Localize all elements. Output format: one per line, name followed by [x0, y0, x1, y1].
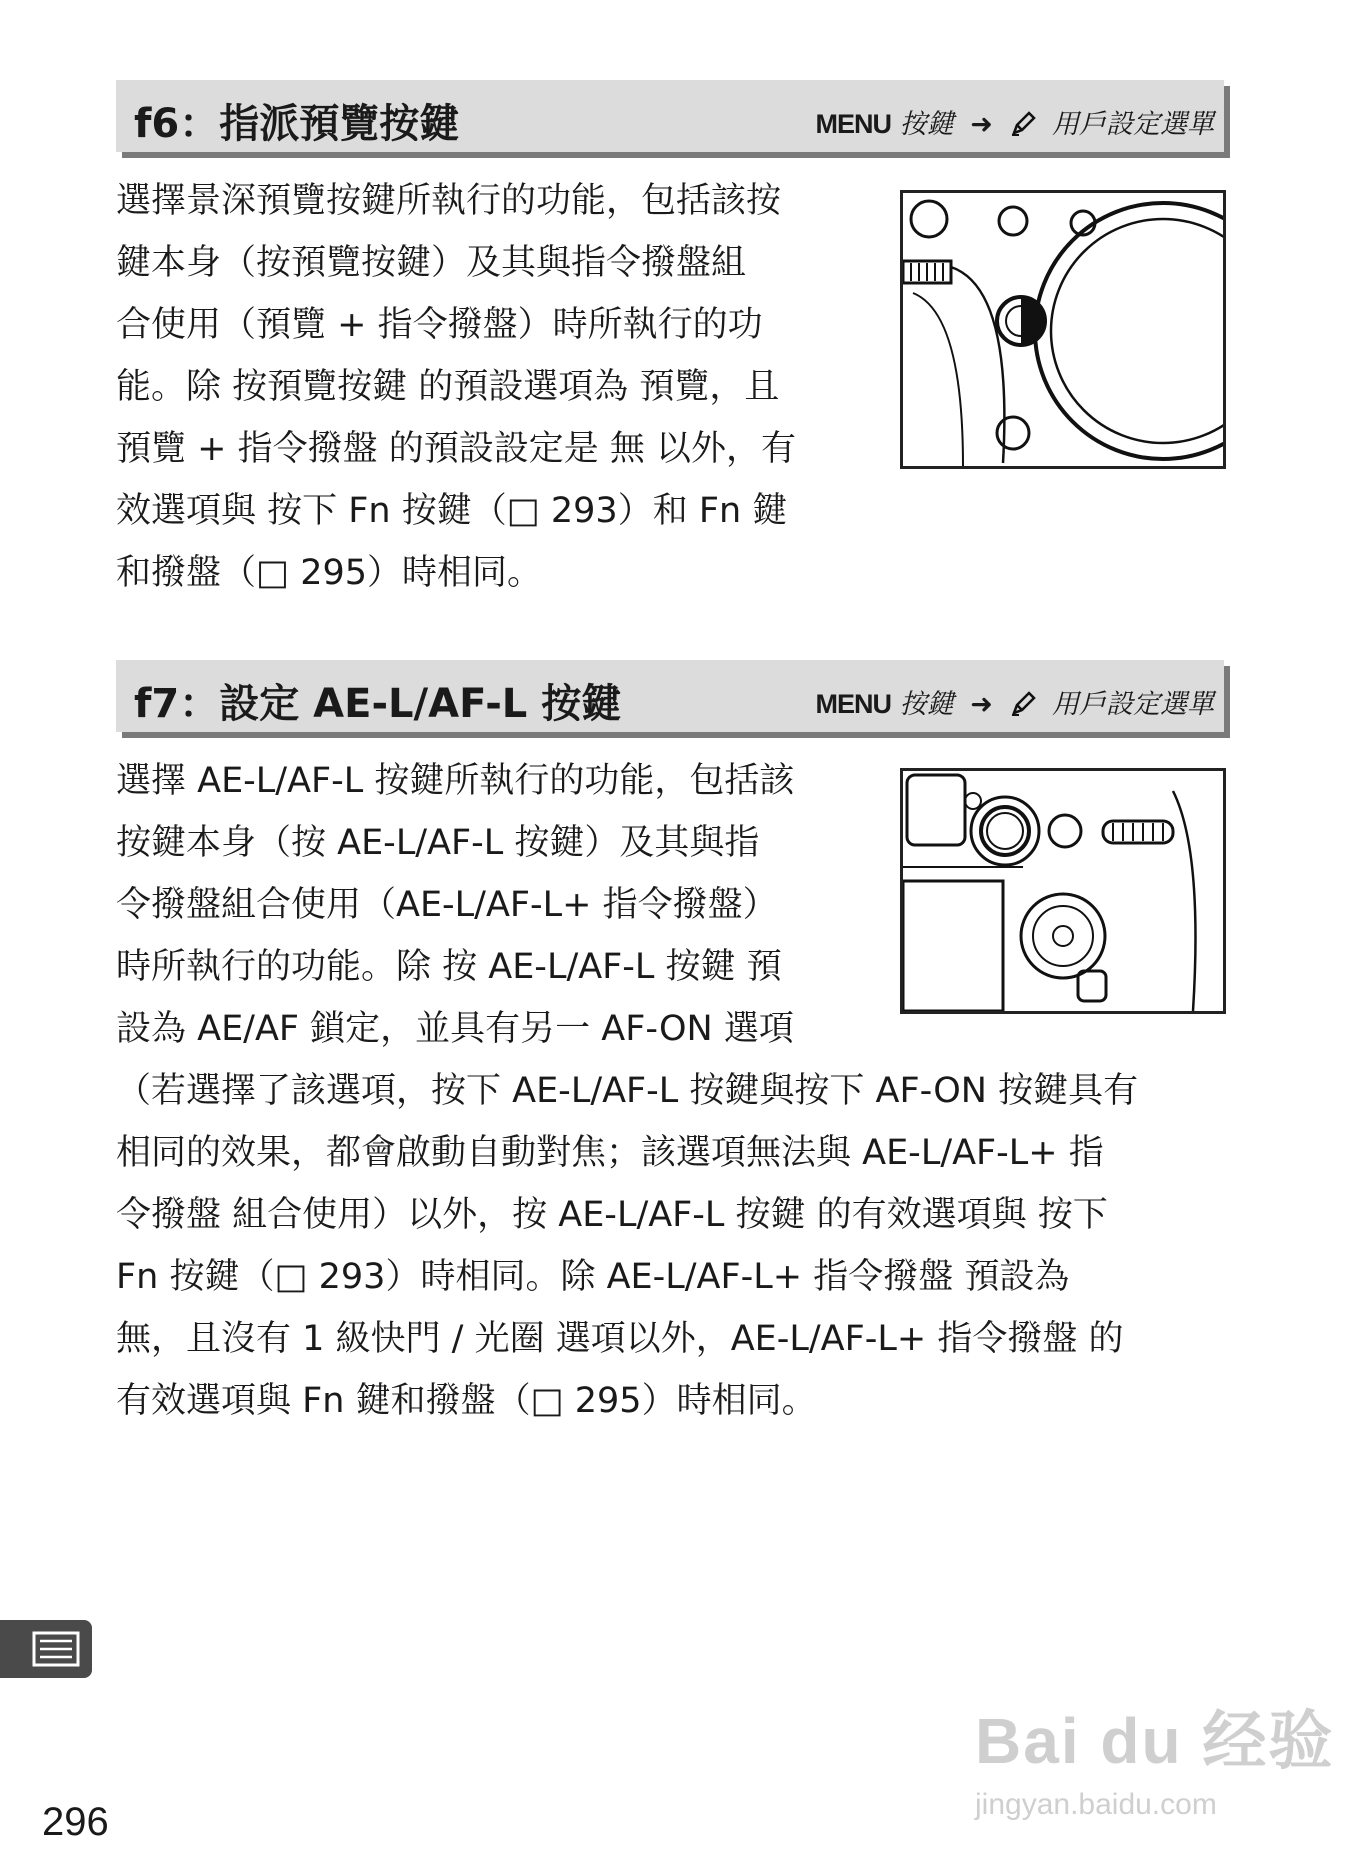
- menu-button-label: 按鍵: [899, 109, 954, 140]
- section-header-f6: [116, 80, 1224, 152]
- f6-line-7: 和撥盤（□ 295）時相同。: [116, 553, 542, 593]
- arrow-icon: ➜: [970, 109, 993, 140]
- f6-line-3: 合使用（預覽 + 指令撥盤）時所執行的功: [116, 305, 763, 345]
- section-title-f7: f7：設定 AE-L/AF-L 按鍵: [134, 681, 622, 727]
- watermark: [975, 1690, 1334, 1822]
- menu-button-label: 按鍵: [899, 689, 954, 720]
- f7-line-8: 令撥盤 組合使用）以外，按 AE-L/AF-L 按鍵 的有效選項與 按下: [116, 1195, 1108, 1235]
- f7-line-1: 選擇 AE-L/AF-L 按鍵所執行的功能，包括該: [116, 761, 795, 801]
- f7-line-4: 時所執行的功能。除 按 AE-L/AF-L 按鍵 預: [116, 947, 782, 987]
- f7-line-2: 按鍵本身（按 AE-L/AF-L 按鍵）及其與指: [116, 823, 760, 863]
- menu-target-label: 用戶設定選單: [1052, 689, 1214, 720]
- f7-line-11: 有效選項與 Fn 鍵和撥盤（□ 295）時相同。: [116, 1381, 817, 1421]
- f7-line-3: 令撥盤組合使用（AE-L/AF-L+ 指令撥盤）: [116, 885, 778, 925]
- f7-line-9: Fn 按鍵（□ 293）時相同。除 AE-L/AF-L+ 指令撥盤 預設為: [116, 1257, 1070, 1297]
- f7-line-10: 無，且沒有 1 級快門 / 光圈 選項以外，AE-L/AF-L+ 指令撥盤 的: [116, 1319, 1124, 1359]
- section-title-f6: f6：指派預覽按鍵: [134, 101, 460, 147]
- f7-paragraph-top: [116, 750, 876, 1060]
- f6-line-2: 鍵本身（按預覽按鍵）及其與指令撥盤組: [116, 243, 747, 283]
- f7-paragraph-full: [116, 1060, 1226, 1432]
- f6-line-4: 能。除 按預覽按鍵 的預設選項為 預覽，且: [116, 367, 780, 407]
- page-number: 296: [42, 1800, 109, 1844]
- menu-label: MENU: [815, 109, 891, 139]
- arrow-icon: ➜: [970, 689, 993, 720]
- menu-target-label: 用戶設定選單: [1052, 109, 1214, 140]
- f6-line-6: 效選項與 按下 Fn 按鍵（□ 293）和 Fn 鍵: [116, 491, 788, 531]
- menu-tab[interactable]: [0, 1620, 92, 1678]
- menu-path-f7: [816, 682, 1215, 721]
- menu-list-icon: [0, 1620, 92, 1678]
- watermark-url: jingyan.baidu.com: [975, 1788, 1217, 1821]
- pencil-icon: [1009, 110, 1037, 138]
- f7-line-6: （若選擇了該選項，按下 AE-L/AF-L 按鍵與按下 AF-ON 按鍵具有: [116, 1071, 1139, 1111]
- f7-line-7: 相同的效果，都會啟動自動對焦；該選項無法與 AE-L/AF-L+ 指: [116, 1133, 1104, 1173]
- menu-label: MENU: [815, 689, 891, 719]
- camera-front-illustration: [900, 190, 1226, 469]
- menu-path-f6: [816, 102, 1215, 141]
- f6-line-1: 選擇景深預覽按鍵所執行的功能，包括該按: [116, 181, 782, 221]
- section-header-f7: [116, 660, 1224, 732]
- f6-line-5: 預覽 + 指令撥盤 的預設設定是 無 以外，有: [116, 429, 796, 469]
- f7-line-5: 設為 AE/AF 鎖定，並具有另一 AF-ON 選項: [116, 1009, 794, 1049]
- watermark-brand: Bai du 经验: [975, 1705, 1335, 1777]
- camera-back-illustration: [900, 768, 1226, 1014]
- f6-paragraph: [116, 170, 876, 604]
- pencil-icon: [1009, 690, 1037, 718]
